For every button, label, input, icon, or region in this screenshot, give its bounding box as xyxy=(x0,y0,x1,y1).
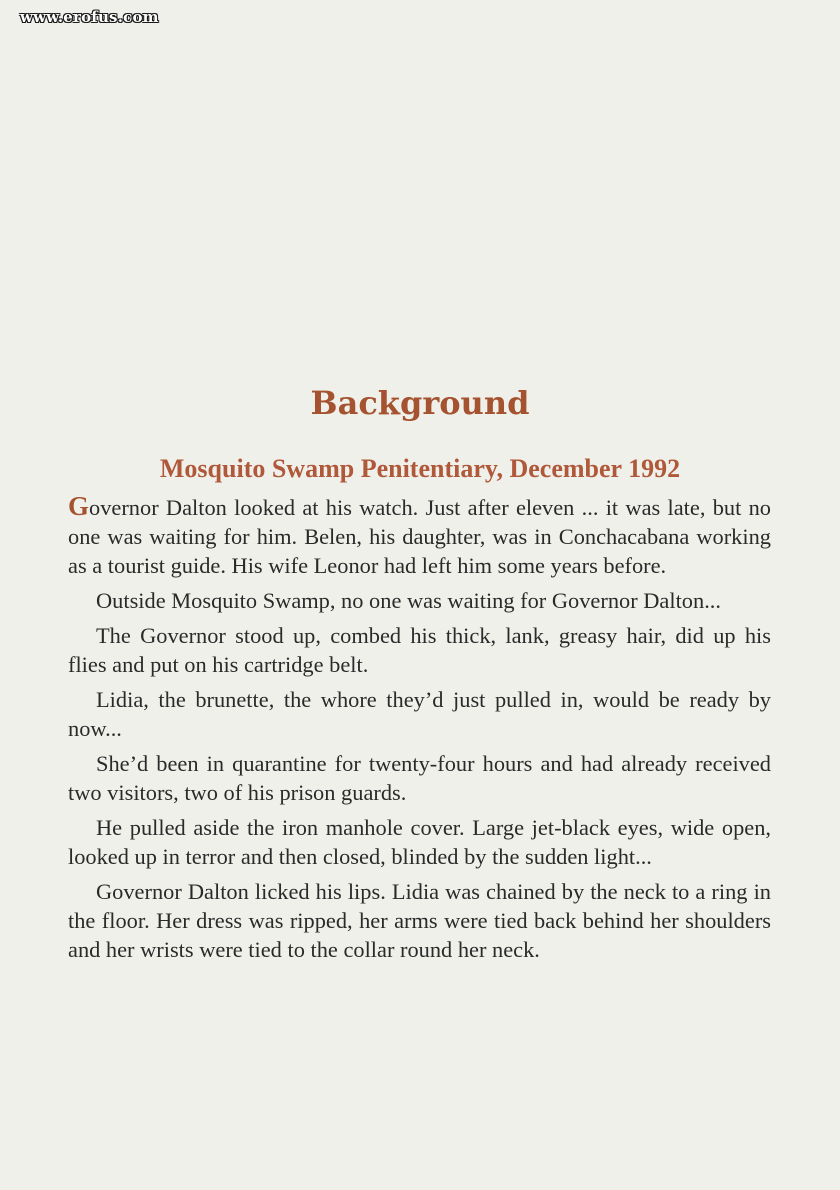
paragraph-1-text: overnor Dalton looked at his watch. Just after eleven ... it was late, but no one was waiting for him. Belen, his daughter, was in Conchacabana working as a tourist guide. His wife Leonor had left him some years before. xyxy=(68,495,771,578)
paragraph-1 xyxy=(68,492,771,580)
paragraph-4: Lidia, the brunette, the whore they’d just pulled in, would be ready by now... xyxy=(68,687,771,741)
paragraph-6: He pulled aside the iron manhole cover. Large jet-black eyes, wide open, looked up in terror and then closed, blinded by the sudden light... xyxy=(68,815,771,869)
story-text xyxy=(68,492,771,970)
paragraph-2: Outside Mosquito Swamp, no one was waiting for Governor Dalton... xyxy=(96,588,721,613)
site-watermark: www.erofus.com xyxy=(20,8,159,26)
drop-initial: G xyxy=(68,491,90,521)
paragraph-3: The Governor stood up, combed his thick, lank, greasy hair, did up his flies and put on his cartridge belt. xyxy=(68,623,771,677)
paragraph-5: She’d been in quarantine for twenty-four hours and had already received two visitors, two of his prison guards. xyxy=(68,751,771,805)
chapter-subtitle: Mosquito Swamp Penitentiary, December 1992 xyxy=(159,454,681,483)
paragraph-7: Governor Dalton licked his lips. Lidia was chained by the neck to a ring in the floor. Her dress was ripped, her arms were tied back behind her shoulders and her wrists were tied to the collar round her neck. xyxy=(68,879,771,962)
page-title: Background xyxy=(310,384,530,422)
